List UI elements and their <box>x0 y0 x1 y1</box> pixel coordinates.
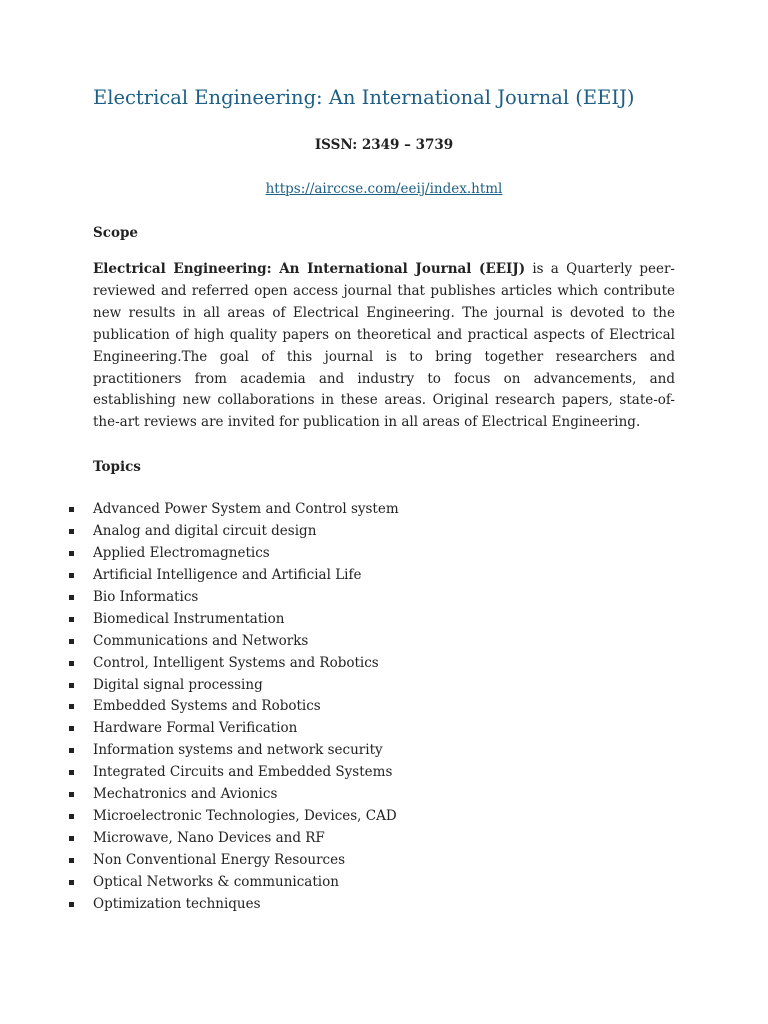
topic-item <box>93 499 675 521</box>
scope-paragraph <box>93 259 675 434</box>
scope-lead-bold: Electrical Engineering: An International Journal (EEIJ) <box>93 261 526 277</box>
bullet-icon <box>69 858 74 863</box>
topics-heading: Topics <box>93 459 141 476</box>
topic-item <box>93 521 675 543</box>
bullet-icon <box>69 573 74 578</box>
bullet-icon <box>69 683 74 688</box>
topic-label: Communications and Networks <box>93 632 309 649</box>
bullet-icon <box>69 529 74 534</box>
topic-item <box>93 696 675 718</box>
topic-label: Biomedical Instrumentation <box>93 610 285 627</box>
topic-label: Microwave, Nano Devices and RF <box>93 829 325 846</box>
journal-title: Electrical Engineering: An International Journal (EEIJ) <box>93 86 635 109</box>
topic-label: Embedded Systems and Robotics <box>93 698 321 715</box>
topic-label: Optical Networks & communication <box>93 873 339 890</box>
topic-label: Mechatronics and Avionics <box>93 786 278 803</box>
topic-label: Non Conventional Energy Resources <box>93 851 345 868</box>
bullet-icon <box>69 617 74 622</box>
topic-item <box>93 675 675 697</box>
topic-label: Information systems and network security <box>93 742 383 759</box>
bullet-icon <box>69 836 74 841</box>
bullet-icon <box>69 595 74 600</box>
topic-label: Bio Informatics <box>93 588 199 605</box>
journal-url-link[interactable]: https://airccse.com/eeij/index.html <box>265 181 503 197</box>
topic-label: Control, Intelligent Systems and Robotics <box>93 654 379 671</box>
topic-label: Integrated Circuits and Embedded Systems <box>93 764 393 781</box>
topic-label: Applied Electromagnetics <box>93 545 270 562</box>
topic-label: Optimization techniques <box>93 895 261 912</box>
url-line <box>93 180 675 198</box>
topics-list <box>93 499 675 915</box>
document-page <box>93 84 675 915</box>
topic-label: Advanced Power System and Control system <box>93 501 399 518</box>
topic-item <box>93 894 675 916</box>
topic-item <box>93 850 675 872</box>
scope-heading: Scope <box>93 225 139 241</box>
issn-line: ISSN: 2349 – 3739 <box>314 137 454 153</box>
topic-label: Digital signal processing <box>93 676 263 693</box>
topic-item <box>93 740 675 762</box>
bullet-icon <box>69 639 74 644</box>
topic-item <box>93 653 675 675</box>
bullet-icon <box>69 792 74 797</box>
topic-label: Artificial Intelligence and Artificial Life <box>93 566 362 583</box>
bullet-icon <box>69 726 74 731</box>
topic-item <box>93 784 675 806</box>
topic-item <box>93 587 675 609</box>
scope-body-text: is a Quarterly peer-reviewed and referred open access journal that publishes articles which contribute new results in all areas of Electrical Engineering. The journal is devoted to the publication of high quality papers on theoretical and practical aspects of Electrical Engineering.The goal of this journal is to bring together researchers and practitioners from academia and industry to focus on advancements, and establishing new collaborations in these areas. Original research papers, state-of-the-art reviews are invited for publication in all areas of Electrical Engineering. <box>93 261 675 431</box>
topic-item <box>93 565 675 587</box>
topic-label: Analog and digital circuit design <box>93 523 317 540</box>
bullet-icon <box>69 748 74 753</box>
bullet-icon <box>69 551 74 556</box>
topic-item <box>93 872 675 894</box>
topic-item <box>93 609 675 631</box>
bullet-icon <box>69 814 74 819</box>
bullet-icon <box>69 902 74 907</box>
topic-item <box>93 631 675 653</box>
topic-label: Microelectronic Technologies, Devices, CAD <box>93 807 397 824</box>
bullet-icon <box>69 770 74 775</box>
bullet-icon <box>69 880 74 885</box>
topic-item <box>93 543 675 565</box>
topic-item <box>93 806 675 828</box>
topic-item <box>93 762 675 784</box>
bullet-icon <box>69 704 74 709</box>
topic-label: Hardware Formal Verification <box>93 720 298 737</box>
bullet-icon <box>69 661 74 666</box>
bullet-icon <box>69 507 74 512</box>
topic-item <box>93 718 675 740</box>
topic-item <box>93 828 675 850</box>
